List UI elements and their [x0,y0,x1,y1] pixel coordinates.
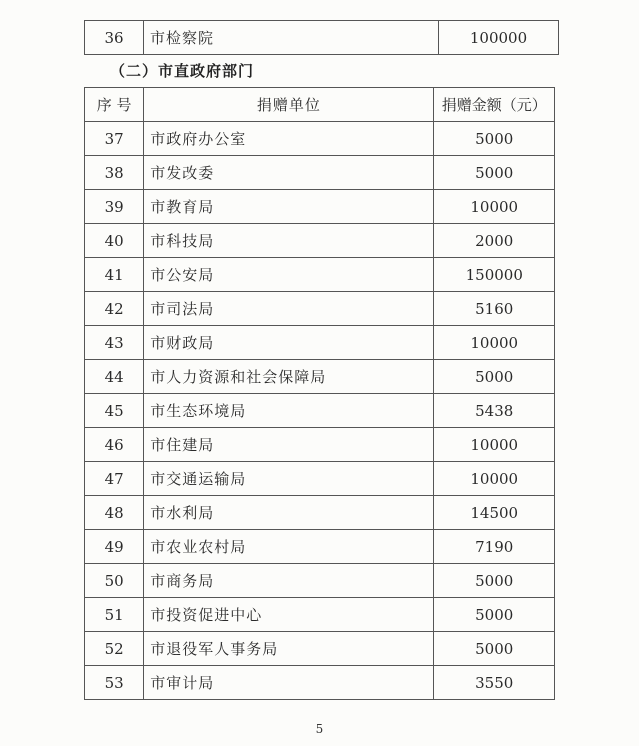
table-row [85,122,555,156]
serial-number-cell: 43 [85,326,144,360]
donation-amount-cell: 5000 [434,360,555,394]
donor-unit-cell: 市公安局 [144,258,434,292]
donation-amount-cell: 5000 [434,122,555,156]
donor-unit-cell: 市科技局 [144,224,434,258]
donation-amount-cell: 3550 [434,666,555,700]
serial-number-cell: 45 [85,394,144,428]
table-row [85,156,555,190]
donor-unit-cell: 市财政局 [144,326,434,360]
serial-number-cell: 42 [85,292,144,326]
table-row [85,292,555,326]
donor-unit-cell: 市交通运输局 [144,462,434,496]
donation-amount-cell: 5000 [434,156,555,190]
donation-amount-cell: 2000 [434,224,555,258]
table-header [85,88,555,122]
table-row [85,190,555,224]
table-row [85,21,559,55]
serial-number-cell: 37 [85,122,144,156]
table-row [85,462,555,496]
donation-amount-cell: 14500 [434,496,555,530]
serial-number-cell: 38 [85,156,144,190]
donor-unit-cell: 市商务局 [144,564,434,598]
donor-unit-cell: 市水利局 [144,496,434,530]
donor-unit-cell: 市投资促进中心 [144,598,434,632]
serial-number-cell: 40 [85,224,144,258]
donation-amount-cell: 10000 [434,428,555,462]
table-row [85,360,555,394]
serial-number-cell: 41 [85,258,144,292]
table-row [85,496,555,530]
serial-number-cell: 51 [85,598,144,632]
table-row [85,326,555,360]
header-serial-number: 序 号 [85,88,144,122]
section-heading: （二）市直政府部门 [110,62,255,80]
donor-unit-cell: 市司法局 [144,292,434,326]
donor-unit-cell: 市生态环境局 [144,394,434,428]
donor-unit-cell: 市人力资源和社会保障局 [144,360,434,394]
donor-unit-cell: 市住建局 [144,428,434,462]
donation-amount-cell: 5438 [434,394,555,428]
donation-amount-cell: 5160 [434,292,555,326]
donation-amount-cell: 7190 [434,530,555,564]
donor-unit-cell: 市发改委 [144,156,434,190]
serial-number-cell: 52 [85,632,144,666]
donation-amount-cell: 10000 [434,462,555,496]
table-row [85,530,555,564]
serial-number-cell: 50 [85,564,144,598]
header-donor-unit: 捐赠单位 [144,88,434,122]
table-row [85,666,555,700]
serial-number-cell: 53 [85,666,144,700]
serial-number-cell: 46 [85,428,144,462]
donation-table-continued [84,20,559,55]
donation-amount-cell: 5000 [434,564,555,598]
table-row [85,258,555,292]
donation-amount-cell: 100000 [439,21,559,55]
table-row [85,598,555,632]
header-donation-amount: 捐赠金额（元） [434,88,555,122]
serial-number-cell: 36 [85,21,144,55]
table-row [85,632,555,666]
page-number: 5 [315,722,324,736]
donation-amount-cell: 10000 [434,326,555,360]
table-row [85,394,555,428]
table-row [85,224,555,258]
donor-unit-cell: 市政府办公室 [144,122,434,156]
table-body [85,122,555,700]
serial-number-cell: 44 [85,360,144,394]
donor-unit-cell: 市退役军人事务局 [144,632,434,666]
donation-amount-cell: 10000 [434,190,555,224]
serial-number-cell: 39 [85,190,144,224]
donor-unit-cell: 市审计局 [144,666,434,700]
table-body [85,21,559,55]
donation-amount-cell: 5000 [434,632,555,666]
donation-table-government-departments [84,87,555,700]
donation-amount-cell: 5000 [434,598,555,632]
donation-amount-cell: 150000 [434,258,555,292]
donor-unit-cell: 市检察院 [144,21,439,55]
donor-unit-cell: 市农业农村局 [144,530,434,564]
table-row [85,564,555,598]
header-row [85,88,555,122]
serial-number-cell: 47 [85,462,144,496]
serial-number-cell: 48 [85,496,144,530]
serial-number-cell: 49 [85,530,144,564]
table-row [85,428,555,462]
donor-unit-cell: 市教育局 [144,190,434,224]
